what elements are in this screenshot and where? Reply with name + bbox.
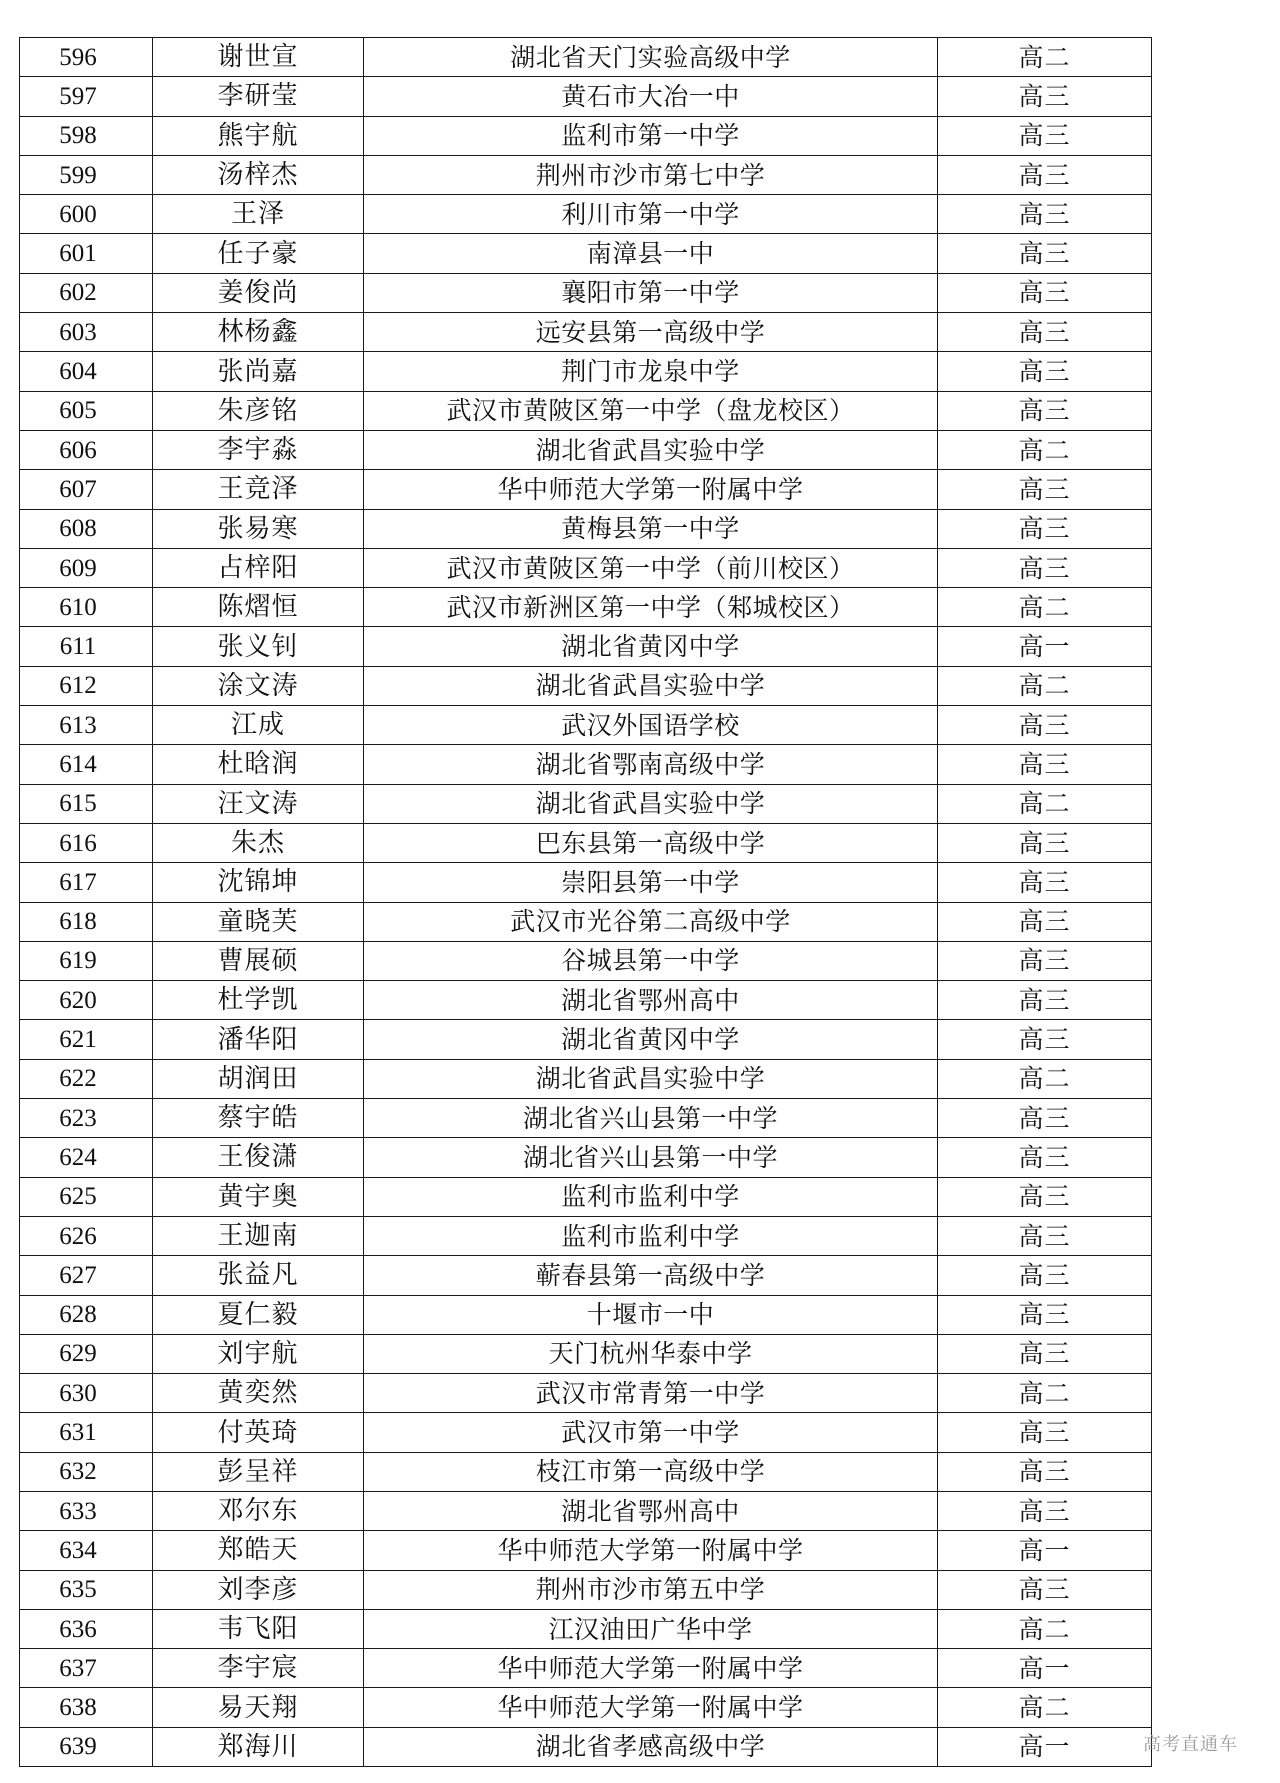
grade-cell: 高三 [938, 195, 1152, 234]
grade-cell: 高二 [938, 1374, 1152, 1413]
table-row [20, 1334, 1152, 1373]
student-name-cell: 童晓芙 [153, 902, 364, 941]
student-name-cell: 涂文涛 [153, 666, 364, 705]
school-name-cell: 襄阳市第一中学 [364, 273, 938, 312]
table-row [20, 981, 1152, 1020]
table-row [20, 1138, 1152, 1177]
student-name-cell: 易天翔 [153, 1688, 364, 1727]
school-name-cell: 华中师范大学第一附属中学 [364, 1649, 938, 1688]
table-row [20, 706, 1152, 745]
table-row [20, 1177, 1152, 1216]
table-row [20, 1413, 1152, 1452]
grade-cell: 高二 [938, 1688, 1152, 1727]
school-name-cell: 崇阳县第一中学 [364, 863, 938, 902]
school-name-cell: 武汉市常青第一中学 [364, 1374, 938, 1413]
row-number-cell: 617 [20, 863, 153, 902]
student-name-cell: 蔡宇皓 [153, 1099, 364, 1138]
school-name-cell: 监利市监利中学 [364, 1177, 938, 1216]
school-name-cell: 湖北省武昌实验中学 [364, 430, 938, 469]
grade-cell: 高一 [938, 627, 1152, 666]
student-name-cell: 林杨鑫 [153, 313, 364, 352]
student-name-cell: 邓尔东 [153, 1491, 364, 1530]
student-name-cell: 胡润田 [153, 1059, 364, 1098]
grade-cell: 高三 [938, 391, 1152, 430]
student-name-cell: 汪文涛 [153, 784, 364, 823]
school-name-cell: 黄石市大冶一中 [364, 77, 938, 116]
row-number-cell: 607 [20, 470, 153, 509]
school-name-cell: 监利市监利中学 [364, 1216, 938, 1255]
table-row [20, 1491, 1152, 1530]
student-name-cell: 汤梓杰 [153, 155, 364, 194]
school-name-cell: 湖北省兴山县第一中学 [364, 1138, 938, 1177]
school-name-cell: 湖北省鄂州高中 [364, 981, 938, 1020]
grade-cell: 高三 [938, 77, 1152, 116]
table-row [20, 588, 1152, 627]
grade-cell: 高三 [938, 902, 1152, 941]
school-name-cell: 武汉市新洲区第一中学（邾城校区） [364, 588, 938, 627]
row-number-cell: 611 [20, 627, 153, 666]
student-name-cell: 王迦南 [153, 1216, 364, 1255]
student-name-cell: 李研莹 [153, 77, 364, 116]
grade-cell: 高三 [938, 234, 1152, 273]
student-name-cell: 熊宇航 [153, 116, 364, 155]
row-number-cell: 605 [20, 391, 153, 430]
row-number-cell: 628 [20, 1295, 153, 1334]
row-number-cell: 627 [20, 1256, 153, 1295]
grade-cell: 高三 [938, 1295, 1152, 1334]
student-name-cell: 占梓阳 [153, 548, 364, 587]
grade-cell: 高三 [938, 941, 1152, 980]
row-number-cell: 629 [20, 1334, 153, 1373]
grade-cell: 高三 [938, 1216, 1152, 1255]
grade-cell: 高三 [938, 1491, 1152, 1530]
row-number-cell: 601 [20, 234, 153, 273]
row-number-cell: 606 [20, 430, 153, 469]
student-name-cell: 彭呈祥 [153, 1452, 364, 1491]
school-name-cell: 枝江市第一高级中学 [364, 1452, 938, 1491]
school-name-cell: 湖北省武昌实验中学 [364, 666, 938, 705]
row-number-cell: 609 [20, 548, 153, 587]
table-row [20, 234, 1152, 273]
table-row [20, 627, 1152, 666]
school-name-cell: 南漳县一中 [364, 234, 938, 273]
row-number-cell: 620 [20, 981, 153, 1020]
table-row [20, 548, 1152, 587]
school-name-cell: 远安县第一高级中学 [364, 313, 938, 352]
school-name-cell: 监利市第一中学 [364, 116, 938, 155]
student-name-cell: 杜学凯 [153, 981, 364, 1020]
student-name-cell: 李宇淼 [153, 430, 364, 469]
student-name-cell: 王竞泽 [153, 470, 364, 509]
student-name-cell: 杜晗润 [153, 745, 364, 784]
row-number-cell: 626 [20, 1216, 153, 1255]
student-name-cell: 潘华阳 [153, 1020, 364, 1059]
table-row [20, 1609, 1152, 1648]
student-name-cell: 张尚嘉 [153, 352, 364, 391]
table-row [20, 391, 1152, 430]
row-number-cell: 618 [20, 902, 153, 941]
school-name-cell: 湖北省黄冈中学 [364, 1020, 938, 1059]
grade-cell: 高三 [938, 823, 1152, 862]
grade-cell: 高二 [938, 1609, 1152, 1648]
grade-cell: 高二 [938, 666, 1152, 705]
grade-cell: 高三 [938, 1452, 1152, 1491]
school-name-cell: 武汉市第一中学 [364, 1413, 938, 1452]
table-row [20, 38, 1152, 77]
student-name-cell: 王泽 [153, 195, 364, 234]
row-number-cell: 631 [20, 1413, 153, 1452]
grade-cell: 高三 [938, 1413, 1152, 1452]
grade-cell: 高二 [938, 1059, 1152, 1098]
row-number-cell: 623 [20, 1099, 153, 1138]
row-number-cell: 596 [20, 38, 153, 77]
row-number-cell: 597 [20, 77, 153, 116]
student-name-cell: 江成 [153, 706, 364, 745]
school-name-cell: 荆门市龙泉中学 [364, 352, 938, 391]
student-name-cell: 韦飞阳 [153, 1609, 364, 1648]
school-name-cell: 荆州市沙市第五中学 [364, 1570, 938, 1609]
row-number-cell: 625 [20, 1177, 153, 1216]
row-number-cell: 633 [20, 1491, 153, 1530]
student-name-cell: 谢世宣 [153, 38, 364, 77]
grade-cell: 高三 [938, 313, 1152, 352]
row-number-cell: 603 [20, 313, 153, 352]
grade-cell: 高二 [938, 38, 1152, 77]
school-name-cell: 利川市第一中学 [364, 195, 938, 234]
student-name-cell: 王俊潇 [153, 1138, 364, 1177]
row-number-cell: 630 [20, 1374, 153, 1413]
student-name-cell: 刘李彦 [153, 1570, 364, 1609]
student-name-cell: 黄奕然 [153, 1374, 364, 1413]
table-row [20, 273, 1152, 312]
grade-cell: 高三 [938, 116, 1152, 155]
table-row [20, 1256, 1152, 1295]
row-number-cell: 598 [20, 116, 153, 155]
grade-cell: 高三 [938, 470, 1152, 509]
table-row [20, 509, 1152, 548]
school-name-cell: 荆州市沙市第七中学 [364, 155, 938, 194]
row-number-cell: 632 [20, 1452, 153, 1491]
roster-table-body [20, 38, 1152, 1767]
school-name-cell: 蕲春县第一高级中学 [364, 1256, 938, 1295]
row-number-cell: 604 [20, 352, 153, 391]
grade-cell: 高三 [938, 1020, 1152, 1059]
grade-cell: 高三 [938, 548, 1152, 587]
roster-table [19, 37, 1152, 1767]
table-row [20, 666, 1152, 705]
table-row [20, 1099, 1152, 1138]
row-number-cell: 639 [20, 1727, 153, 1766]
table-row [20, 1059, 1152, 1098]
student-name-cell: 姜俊尚 [153, 273, 364, 312]
row-number-cell: 622 [20, 1059, 153, 1098]
grade-cell: 高三 [938, 273, 1152, 312]
student-name-cell: 张益凡 [153, 1256, 364, 1295]
table-row [20, 941, 1152, 980]
grade-cell: 高三 [938, 1570, 1152, 1609]
student-name-cell: 夏仁毅 [153, 1295, 364, 1334]
grade-cell: 高三 [938, 706, 1152, 745]
table-row [20, 863, 1152, 902]
row-number-cell: 634 [20, 1531, 153, 1570]
grade-cell: 高一 [938, 1727, 1152, 1766]
row-number-cell: 636 [20, 1609, 153, 1648]
student-name-cell: 朱彦铭 [153, 391, 364, 430]
grade-cell: 高三 [938, 509, 1152, 548]
row-number-cell: 614 [20, 745, 153, 784]
table-row [20, 1727, 1152, 1766]
row-number-cell: 615 [20, 784, 153, 823]
student-name-cell: 黄宇奥 [153, 1177, 364, 1216]
school-name-cell: 华中师范大学第一附属中学 [364, 1531, 938, 1570]
grade-cell: 高三 [938, 1099, 1152, 1138]
grade-cell: 高二 [938, 430, 1152, 469]
table-row [20, 1531, 1152, 1570]
school-name-cell: 黄梅县第一中学 [364, 509, 938, 548]
table-row [20, 1570, 1152, 1609]
table-row [20, 1374, 1152, 1413]
school-name-cell: 巴东县第一高级中学 [364, 823, 938, 862]
grade-cell: 高三 [938, 352, 1152, 391]
student-name-cell: 任子豪 [153, 234, 364, 273]
school-name-cell: 华中师范大学第一附属中学 [364, 1688, 938, 1727]
table-row [20, 745, 1152, 784]
school-name-cell: 武汉外国语学校 [364, 706, 938, 745]
school-name-cell: 武汉市光谷第二高级中学 [364, 902, 938, 941]
row-number-cell: 616 [20, 823, 153, 862]
row-number-cell: 602 [20, 273, 153, 312]
school-name-cell: 湖北省孝感高级中学 [364, 1727, 938, 1766]
row-number-cell: 638 [20, 1688, 153, 1727]
student-name-cell: 陈熠恒 [153, 588, 364, 627]
table-row [20, 1216, 1152, 1255]
row-number-cell: 613 [20, 706, 153, 745]
school-name-cell: 湖北省武昌实验中学 [364, 784, 938, 823]
school-name-cell: 谷城县第一中学 [364, 941, 938, 980]
table-row [20, 195, 1152, 234]
grade-cell: 高三 [938, 1177, 1152, 1216]
school-name-cell: 湖北省兴山县第一中学 [364, 1099, 938, 1138]
school-name-cell: 湖北省天门实验高级中学 [364, 38, 938, 77]
row-number-cell: 600 [20, 195, 153, 234]
grade-cell: 高三 [938, 1256, 1152, 1295]
table-row [20, 352, 1152, 391]
grade-cell: 高一 [938, 1649, 1152, 1688]
school-name-cell: 湖北省鄂州高中 [364, 1491, 938, 1530]
row-number-cell: 619 [20, 941, 153, 980]
student-name-cell: 曹展硕 [153, 941, 364, 980]
table-row [20, 1688, 1152, 1727]
grade-cell: 高三 [938, 863, 1152, 902]
grade-cell: 高二 [938, 588, 1152, 627]
student-name-cell: 朱杰 [153, 823, 364, 862]
table-row [20, 902, 1152, 941]
student-name-cell: 沈锦坤 [153, 863, 364, 902]
school-name-cell: 天门杭州华泰中学 [364, 1334, 938, 1373]
grade-cell: 高三 [938, 745, 1152, 784]
grade-cell: 高二 [938, 784, 1152, 823]
school-name-cell: 江汉油田广华中学 [364, 1609, 938, 1648]
table-row [20, 1295, 1152, 1334]
row-number-cell: 621 [20, 1020, 153, 1059]
row-number-cell: 635 [20, 1570, 153, 1609]
row-number-cell: 599 [20, 155, 153, 194]
school-name-cell: 湖北省武昌实验中学 [364, 1059, 938, 1098]
student-name-cell: 付英琦 [153, 1413, 364, 1452]
row-number-cell: 624 [20, 1138, 153, 1177]
table-row [20, 313, 1152, 352]
student-name-cell: 李宇宸 [153, 1649, 364, 1688]
grade-cell: 高三 [938, 1138, 1152, 1177]
table-row [20, 77, 1152, 116]
school-name-cell: 十堰市一中 [364, 1295, 938, 1334]
table-row [20, 784, 1152, 823]
table-row [20, 1020, 1152, 1059]
table-row [20, 430, 1152, 469]
row-number-cell: 610 [20, 588, 153, 627]
school-name-cell: 湖北省黄冈中学 [364, 627, 938, 666]
table-row [20, 155, 1152, 194]
table-row [20, 1649, 1152, 1688]
row-number-cell: 637 [20, 1649, 153, 1688]
grade-cell: 高三 [938, 981, 1152, 1020]
school-name-cell: 华中师范大学第一附属中学 [364, 470, 938, 509]
table-row [20, 1452, 1152, 1491]
student-name-cell: 郑海川 [153, 1727, 364, 1766]
table-row [20, 823, 1152, 862]
grade-cell: 高三 [938, 1334, 1152, 1373]
watermark-text: 高考直通车 [1143, 1734, 1238, 1755]
row-number-cell: 608 [20, 509, 153, 548]
school-name-cell: 湖北省鄂南高级中学 [364, 745, 938, 784]
school-name-cell: 武汉市黄陂区第一中学（盘龙校区） [364, 391, 938, 430]
grade-cell: 高三 [938, 155, 1152, 194]
student-name-cell: 刘宇航 [153, 1334, 364, 1373]
row-number-cell: 612 [20, 666, 153, 705]
school-name-cell: 武汉市黄陂区第一中学（前川校区） [364, 548, 938, 587]
grade-cell: 高一 [938, 1531, 1152, 1570]
student-name-cell: 张义钊 [153, 627, 364, 666]
table-row [20, 116, 1152, 155]
student-name-cell: 张易寒 [153, 509, 364, 548]
table-row [20, 470, 1152, 509]
student-name-cell: 郑皓天 [153, 1531, 364, 1570]
